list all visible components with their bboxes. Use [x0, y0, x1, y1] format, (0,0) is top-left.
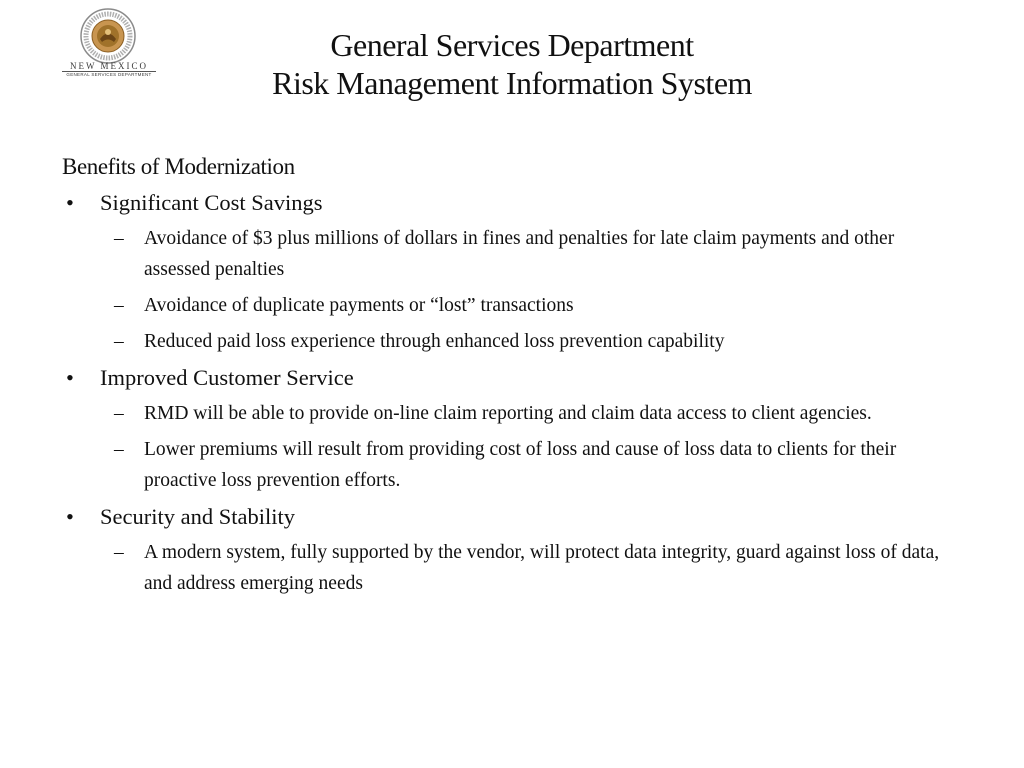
sub-marker: – [114, 542, 124, 563]
bullet-label: Improved Customer Service [100, 365, 354, 390]
bullet-marker: • [66, 190, 74, 215]
bullet-marker: • [66, 504, 74, 529]
sub-list [62, 537, 962, 599]
section-heading: Benefits of Modernization [62, 154, 295, 179]
slide-title [150, 26, 874, 102]
sub-item-text: RMD will be able to provide on-line claim reporting and claim data access to client agencies. [144, 403, 872, 424]
title-line-2: Risk Management Information System [272, 65, 752, 101]
sub-item [62, 223, 962, 285]
logo-department-name: GENERAL SERVICES DEPARTMENT [66, 72, 152, 77]
sub-marker: – [114, 295, 124, 316]
sub-list [62, 398, 962, 496]
bullet-item [62, 188, 962, 218]
slide-body [62, 152, 962, 599]
sub-marker: – [114, 331, 124, 352]
sub-item [62, 398, 962, 429]
bullet-item [62, 363, 962, 393]
gsd-logo [58, 8, 160, 77]
sub-item [62, 290, 962, 321]
state-seal-icon [80, 8, 136, 64]
sub-item [62, 537, 962, 599]
sub-item-text: Lower premiums will result from providing cost of loss and cause of loss data to clients for their proactive loss prevention efforts. [144, 439, 897, 491]
sub-marker: – [114, 439, 124, 460]
sub-item [62, 434, 962, 496]
bullet-label: Significant Cost Savings [100, 190, 323, 215]
sub-item-text: Avoidance of $3 plus millions of dollars in fines and penalties for late claim payments and other assessed penalties [144, 228, 895, 280]
sub-item-text: Avoidance of duplicate payments or “lost” transactions [144, 295, 574, 316]
bullet-label: Security and Stability [100, 504, 295, 529]
sub-item [62, 326, 962, 357]
bullet-item [62, 502, 962, 532]
title-line-1: General Services Department [330, 27, 694, 63]
sub-marker: – [114, 403, 124, 424]
logo-state-name: NEW MEXICO [69, 61, 149, 71]
sub-list [62, 223, 962, 357]
sub-item-text: Reduced paid loss experience through enhanced loss prevention capability [144, 331, 725, 352]
sub-marker: – [114, 228, 124, 249]
bullet-marker: • [66, 365, 74, 390]
sub-item-text: A modern system, fully supported by the vendor, will protect data integrity, guard against loss of data, and address emerging needs [144, 542, 940, 594]
